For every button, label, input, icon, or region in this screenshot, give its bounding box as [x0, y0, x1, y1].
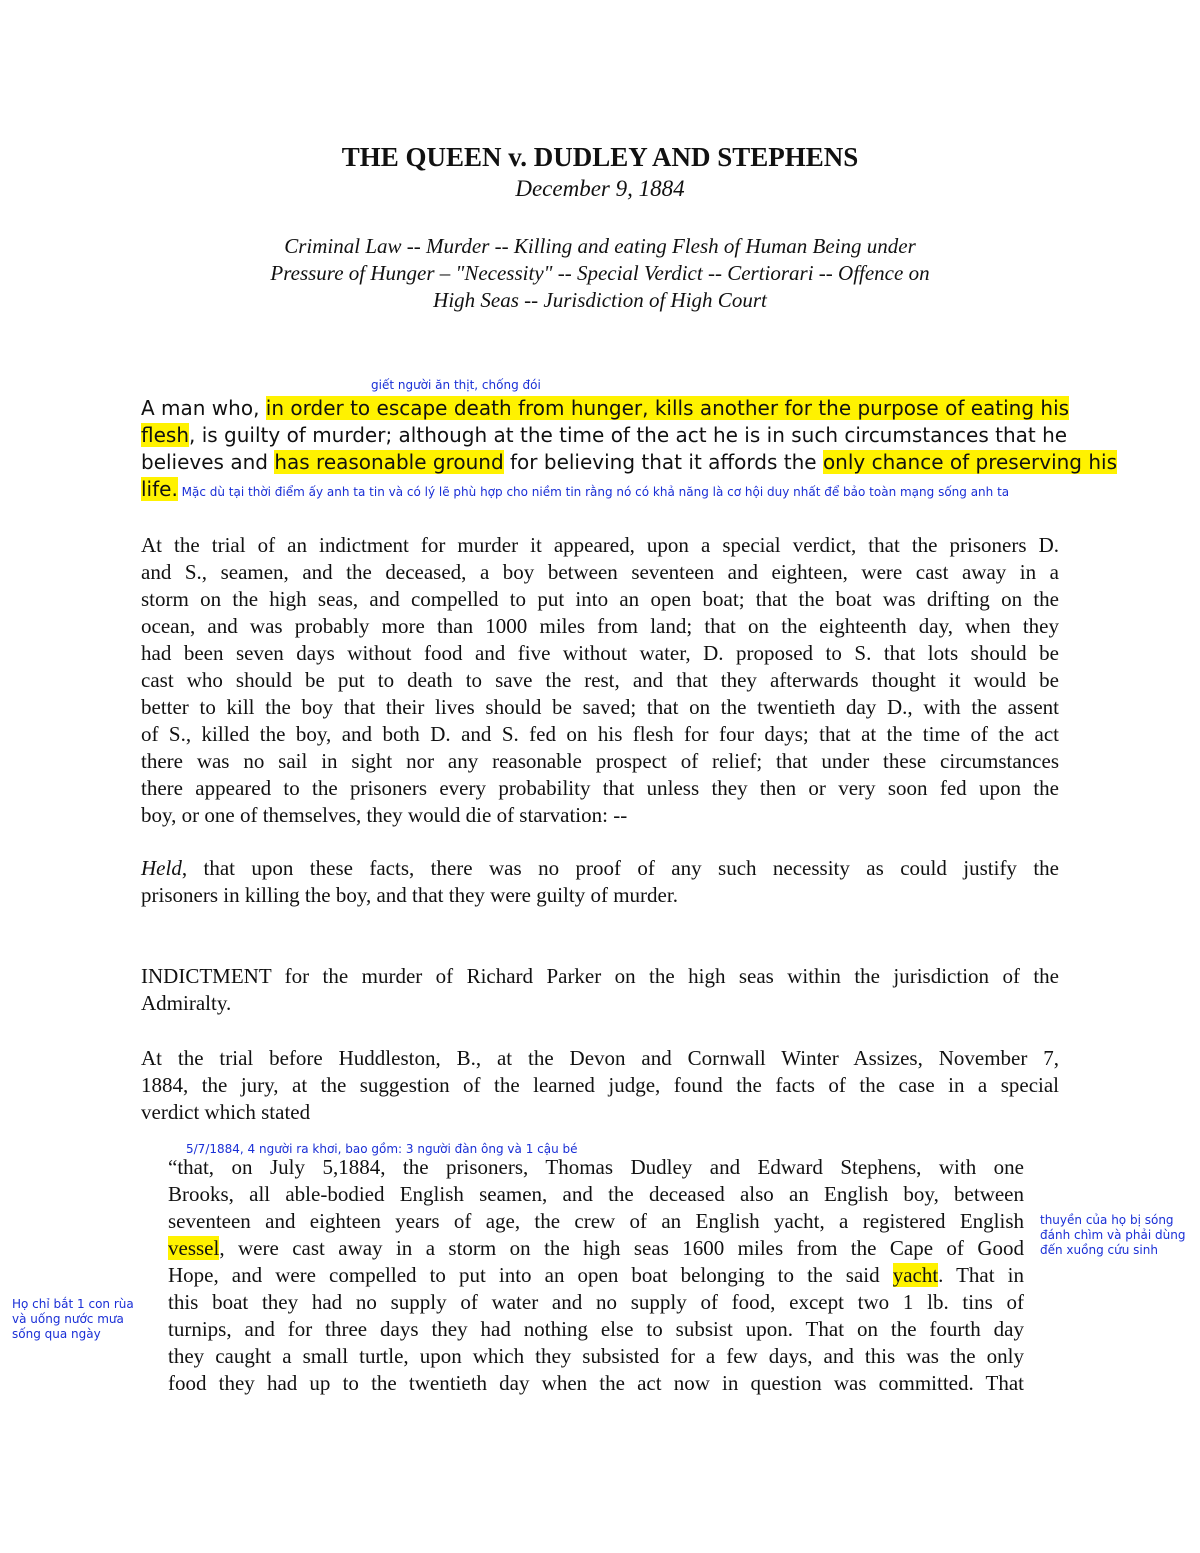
- keywords-line: Pressure of Hunger – "Necessity" -- Special Verdict -- Certiorari -- Offence on: [270, 261, 930, 285]
- text-line: there appeared to the prisoners every probability that unless they then or very soon fed upon the: [141, 776, 1059, 800]
- indictment-paragraph: [141, 963, 1059, 1017]
- text-line: better to kill the boy that their lives should be saved; that on the twentieth day D., with the assent: [141, 695, 1059, 719]
- highlight: in order to escape death from hunger, kills another for the purpose of eating his: [265, 396, 1070, 420]
- case-keywords: [200, 233, 1000, 314]
- held-label: Held: [141, 856, 182, 880]
- annotation-left-margin: [12, 1297, 134, 1342]
- highlight: yacht: [892, 1263, 939, 1287]
- text-span: , that upon these facts, there was no proof of any such necessity as could justify the: [181, 856, 1059, 880]
- annotation-line: và uống nước mưa: [12, 1312, 124, 1326]
- page-title: THE QUEEN v. DUDLEY AND STEPHENS: [341, 142, 859, 172]
- text-line: had been seven days without food and five without water, D. proposed to S. that lots should be: [141, 641, 1059, 665]
- text-line: [141, 422, 1068, 449]
- keywords-line: Criminal Law -- Murder -- Killing and eating Flesh of Human Being under: [284, 234, 916, 258]
- text-line: “that, on July 5,1884, the prisoners, Thomas Dudley and Edward Stephens, with one: [168, 1155, 1024, 1179]
- text-line: [141, 395, 1070, 422]
- highlight: life.: [141, 477, 178, 501]
- text-line: boy, or one of themselves, they would die of starvation: --: [141, 803, 628, 827]
- text-span: , were cast away in a storm on the high seas 1600 miles from the Cape of Good: [219, 1236, 1024, 1260]
- text-line: and S., seamen, and the deceased, a boy between seventeen and eighteen, were cast away in a: [141, 560, 1059, 584]
- text-span: believes and: [141, 450, 275, 474]
- keywords-line: High Seas -- Jurisdiction of High Court: [433, 288, 767, 312]
- highlight: flesh: [141, 423, 189, 447]
- text-line: [141, 449, 1117, 476]
- text-line: [168, 1262, 1024, 1289]
- text-line: of S., killed the boy, and both D. and S. fed on his flesh for four days; that at the time of the act: [141, 722, 1059, 746]
- text-line: cast who should be put to death to save the rest, and that they afterwards thought it would be: [141, 668, 1059, 692]
- text-line: prisoners in killing the boy, and that they were guilty of murder.: [141, 883, 678, 907]
- text-line: At the trial before Huddleston, B., at the Devon and Cornwall Winter Assizes, November 7,: [141, 1046, 1059, 1070]
- decision-date: December 9, 1884: [515, 176, 685, 201]
- annotation-inline: Mặc dù tại thời điểm ấy anh ta tin và có lý lẽ phù hợp cho niềm tin rằng nó có khả năng là cơ hội duy nhất để bảo toàn mạng sống anh ta: [177, 485, 1010, 499]
- text-line: [141, 855, 1059, 882]
- annotation-line: thuyền của họ bị sóng: [1040, 1213, 1174, 1227]
- annotation-line: sống qua ngày: [12, 1327, 101, 1341]
- text-line: they caught a small turtle, upon which they subsisted for a few days, and this was the only: [168, 1344, 1024, 1368]
- annotation-line: đến xuồng cứu sinh: [1040, 1243, 1158, 1257]
- held-paragraph: [141, 855, 1059, 909]
- annotation-line: đánh chìm và phải dùng: [1040, 1228, 1186, 1242]
- annotation-headnote: giết người ăn thịt, chống đói: [371, 378, 541, 392]
- highlight: vessel: [168, 1236, 220, 1260]
- headnote-paragraph: [141, 395, 1117, 506]
- text-line: storm on the high seas, and compelled to put into an open boat; that the boat was drifting on the: [141, 587, 1059, 611]
- highlight: only chance of preserving his: [822, 450, 1117, 474]
- text-line: INDICTMENT for the murder of Richard Parker on the high seas within the jurisdiction of the: [141, 964, 1059, 988]
- annotation-line: Họ chỉ bắt 1 con rùa: [12, 1297, 134, 1311]
- text-line: there was no sail in sight nor any reasonable prospect of relief; that under these circumstances: [141, 749, 1059, 773]
- trial-paragraph: [141, 1045, 1059, 1126]
- highlight: has reasonable ground: [274, 450, 504, 474]
- text-span: A man who,: [141, 396, 266, 420]
- text-line: seventeen and eighteen years of age, the crew of an English yacht, a registered English: [168, 1209, 1024, 1233]
- text-span: Hope, and were compelled to put into an open boat belonging to the said: [168, 1263, 893, 1287]
- text-line: turnips, and for three days they had nothing else to subsist upon. That on the fourth day: [168, 1317, 1024, 1341]
- text-line: Admiralty.: [141, 991, 232, 1015]
- text-span: for believing that it affords the: [503, 450, 823, 474]
- annotation-verdict-top: 5/7/1884, 4 người ra khơi, bao gồm: 3 người đàn ông và 1 cậu bé: [186, 1142, 578, 1156]
- annotation-right-margin: [1040, 1213, 1185, 1258]
- text-line: Brooks, all able-bodied English seamen, and the deceased also an English boy, between: [168, 1182, 1024, 1206]
- text-span: . That in: [938, 1263, 1024, 1287]
- text-line: At the trial of an indictment for murder it appeared, upon a special verdict, that the prisoners D.: [141, 533, 1059, 557]
- facts-paragraph: [141, 532, 1059, 829]
- text-line: this boat they had no supply of water and no supply of food, except two 1 lb. tins of: [168, 1290, 1024, 1314]
- text-line: [141, 476, 1059, 506]
- text-line: 1884, the jury, at the suggestion of the learned judge, found the facts of the case in a special: [141, 1073, 1059, 1097]
- text-line: [168, 1235, 1024, 1262]
- text-line: food they had up to the twentieth day when the act now in question was committed. That: [168, 1371, 1024, 1395]
- text-line: verdict which stated: [141, 1100, 311, 1124]
- text-line: ocean, and was probably more than 1000 miles from land; that on the eighteenth day, when they: [141, 614, 1059, 638]
- verdict-quote: [168, 1154, 1024, 1397]
- text-span: , is guilty of murder; although at the time of the act he is in such circumstances that he: [189, 423, 1068, 447]
